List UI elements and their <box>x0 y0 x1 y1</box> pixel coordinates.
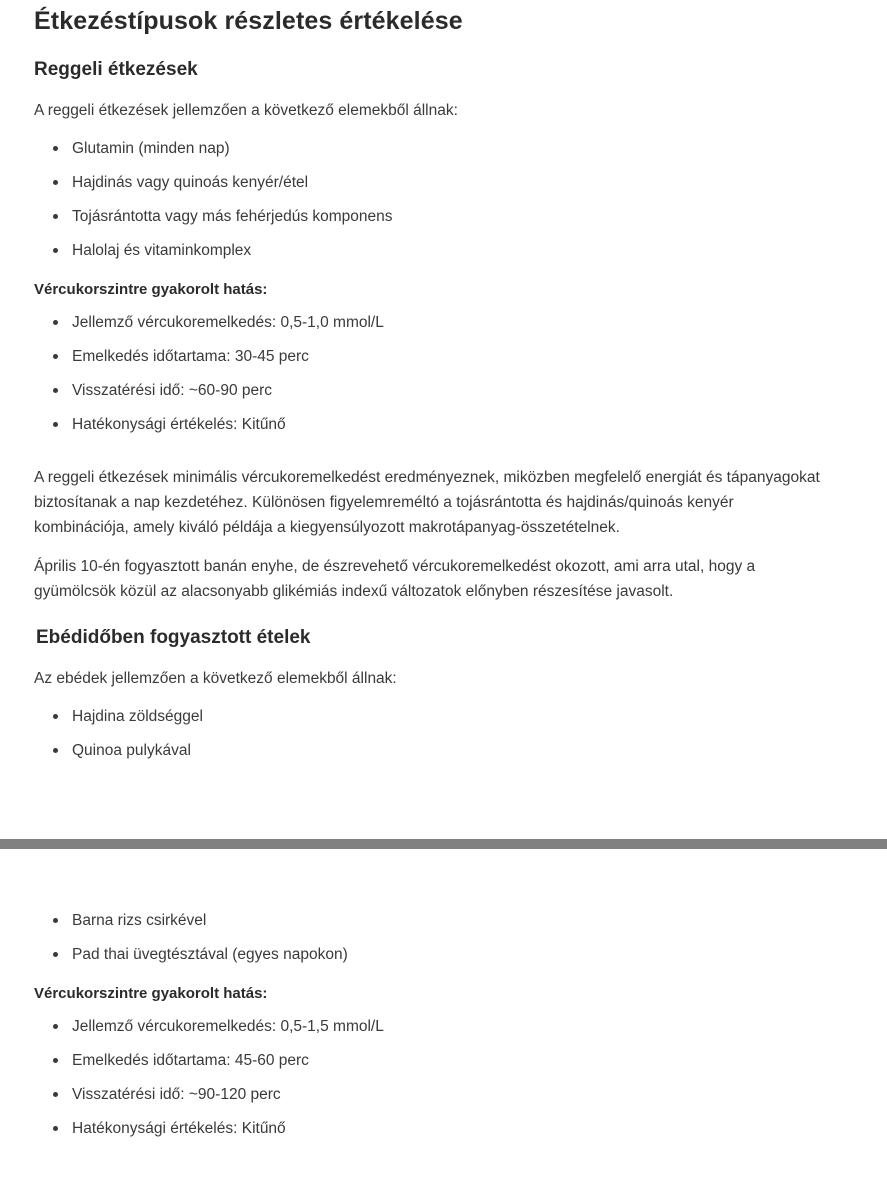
page-content-bottom <box>0 909 887 1141</box>
list-item <box>34 1117 853 1141</box>
list-item <box>34 345 853 369</box>
list-item-label: Visszatérési idő: ~60-90 perc <box>72 382 273 399</box>
list-item <box>34 705 853 729</box>
document-page <box>0 6 887 1190</box>
list-item <box>34 379 853 403</box>
list-item <box>34 205 853 229</box>
section-heading-breakfast: Reggeli étkezések <box>34 59 198 80</box>
list-item-label: Visszatérési idő: ~90-120 perc <box>72 1086 281 1103</box>
breakfast-effects-list <box>34 311 853 437</box>
bullet-icon <box>53 714 58 719</box>
list-item-label: Tojásrántotta vagy más fehérjedús komponens <box>72 208 393 225</box>
lunch-effect-heading: Vércukorszintre gyakorolt hatás: <box>34 985 268 1002</box>
list-item-label: Hajdinás vagy quinoás kenyér/étel <box>72 174 309 191</box>
list-item <box>34 1083 853 1107</box>
spacer <box>34 451 853 465</box>
list-item-label: Glutamin (minden nap) <box>72 140 230 157</box>
bullet-icon <box>53 1126 58 1131</box>
lunch-lead-text: Az ebédek jellemzően a következő elemekből állnak: <box>34 670 397 687</box>
page-top-gap <box>0 849 887 909</box>
list-item <box>34 239 853 263</box>
list-item-label: Pad thai üvegtésztával (egyes napokon) <box>72 946 348 963</box>
list-item-label: Jellemző vércukoremelkedés: 0,5-1,0 mmol/L <box>72 314 384 331</box>
list-item <box>34 1015 853 1039</box>
bullet-icon <box>53 180 58 185</box>
list-item <box>34 739 853 763</box>
bullet-icon <box>53 1092 58 1097</box>
section-heading-lunch: Ebédidőben fogyasztott ételek <box>36 627 311 648</box>
bullet-icon <box>53 214 58 219</box>
lunch-effects-list <box>34 1015 853 1141</box>
bullet-icon <box>53 748 58 753</box>
bullet-icon <box>53 320 58 325</box>
page-break-divider <box>0 839 887 849</box>
bullet-icon <box>53 388 58 393</box>
breakfast-paragraph-1: A reggeli étkezések minimális vércukoremelkedést eredményeznek, miközben megfelelő energiát és tápanyagokat biztosítanak a nap kezdetéhez. Különösen figyelemreméltó a tojásrántotta és hajdinás/quinoás kenyér kombinációja, amely kiváló példája a kiegyensúlyozott makrotápanyag-összetételnek. <box>34 469 820 536</box>
list-item <box>34 1049 853 1073</box>
bullet-icon <box>53 354 58 359</box>
breakfast-lead-text: A reggeli étkezések jellemzően a következő elemekből állnak: <box>34 102 458 119</box>
page-bottom-gap <box>34 777 853 839</box>
bullet-icon <box>53 248 58 253</box>
bullet-icon <box>53 1058 58 1063</box>
breakfast-effect-heading: Vércukorszintre gyakorolt hatás: <box>34 281 268 298</box>
bullet-icon <box>53 146 58 151</box>
list-item-label: Emelkedés időtartama: 30-45 perc <box>72 348 309 365</box>
list-item-label: Barna rizs csirkével <box>72 912 207 929</box>
list-item-label: Hajdina zöldséggel <box>72 708 203 725</box>
list-item <box>34 137 853 161</box>
list-item <box>34 909 853 933</box>
lunch-items-list-after-break <box>34 909 853 967</box>
bullet-icon <box>53 952 58 957</box>
list-item-label: Halolaj és vitaminkomplex <box>72 242 252 259</box>
list-item <box>34 311 853 335</box>
list-item-label: Jellemző vércukoremelkedés: 0,5-1,5 mmol/L <box>72 1018 384 1035</box>
bullet-icon <box>53 918 58 923</box>
list-item-label: Hatékonysági értékelés: Kitűnő <box>72 1120 286 1137</box>
page-title: Étkezéstípusok részletes értékelése <box>34 7 463 35</box>
list-item <box>34 413 853 437</box>
list-item-label: Emelkedés időtartama: 45-60 perc <box>72 1052 309 1069</box>
bullet-icon <box>53 422 58 427</box>
bullet-icon <box>53 1024 58 1029</box>
breakfast-items-list <box>34 137 853 263</box>
list-item-label: Hatékonysági értékelés: Kitűnő <box>72 416 286 433</box>
list-item <box>34 171 853 195</box>
list-item <box>34 943 853 967</box>
lunch-items-list-before-break <box>34 705 853 763</box>
breakfast-paragraph-2: Április 10-én fogyasztott banán enyhe, de észrevehető vércukoremelkedést okozott, ami arra utal, hogy a gyümölcsök közül az alacsonyabb glikémiás indexű változatok előnyben részesítése javasolt. <box>34 558 756 600</box>
list-item-label: Quinoa pulykával <box>72 742 191 759</box>
page-content-top <box>0 6 887 839</box>
